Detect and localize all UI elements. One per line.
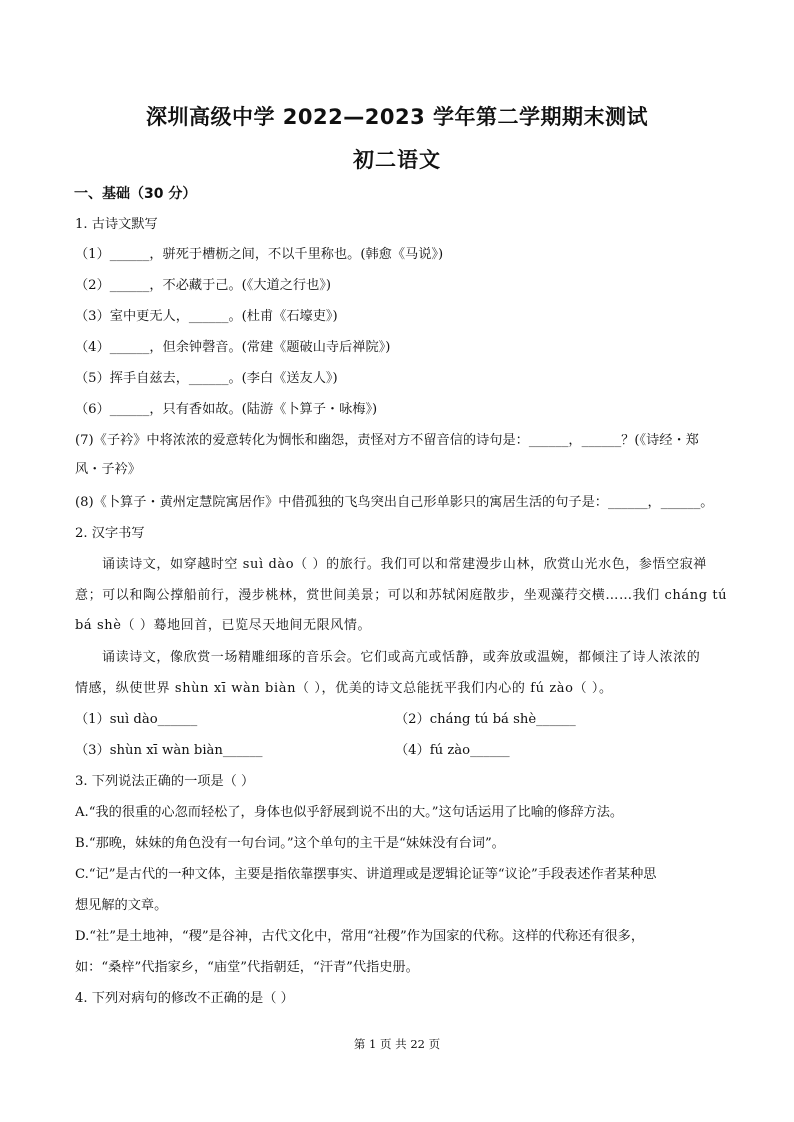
passage-line: 诵读诗文，像欣赏一场精雕细琢的音乐会。它们或高亢或恬静，或奔放或温婉，都倾注了诗人浓浓的 xyxy=(102,650,701,665)
answer-blank: （3）shùn xī wàn biàn______ xyxy=(75,743,263,758)
option-a: A.“我的很重的心忽而轻松了，身体也似乎舒展到说不出的大。”这句话运用了比喻的修辞方法。 xyxy=(75,805,624,820)
passage-line: 意；可以和陶公撑船前行，漫步桃林，赏世间美景；可以和苏轼闲庭散步，坐观藻荇交横……我们 cháng tú xyxy=(75,588,728,603)
passage-line: bá shè（ ）蓦地回首，已览尽天地间无限风情。 xyxy=(75,618,372,633)
question-3-heading: 3. 下列说法正确的一项是（ ） xyxy=(75,774,255,789)
option-c: C.“记”是古代的一种文体，主要是指依靠摆事实、讲道理或是逻辑论证等“议论”手段表述作者某种思 xyxy=(75,867,657,882)
document-subtitle: 初二语文 xyxy=(353,148,441,172)
answer-blank: （1）suì dào______ xyxy=(75,712,198,727)
option-d-continued: 如：“桑梓”代指家乡，“庙堂”代指朝廷，“汗青”代指史册。 xyxy=(75,960,419,975)
question-1-item: (8)《卜算子・黄州定慧院寓居作》中借孤独的飞鸟突出自己形单影只的寓居生活的句子是：______，______。 xyxy=(75,495,714,510)
question-1-item: （6）______，只有香如故。(陆游《卜算子・咏梅》) xyxy=(75,402,378,417)
question-1-item: （2）______，不必藏于己。(《大道之行也》) xyxy=(75,278,332,293)
option-c-continued: 想见解的文章。 xyxy=(75,898,168,913)
section-heading: 一、基础（30 分） xyxy=(74,186,197,202)
question-1-item: （1）______，骈死于槽枥之间，不以千里称也。(韩愈《马说》) xyxy=(75,247,444,262)
question-1-item: （5）挥手自兹去，______。(李白《送友人》) xyxy=(75,371,338,386)
question-2-heading: 2. 汉字书写 xyxy=(75,526,145,541)
question-1-item: 风・子衿》 xyxy=(75,462,141,477)
document-title: 深圳高级中学 2022—2023 学年第二学期期末测试 xyxy=(145,105,648,129)
option-d: D.“社”是土地神，“稷”是谷神，古代文化中，常用“社稷”作为国家的代称。这样的代称还有很多， xyxy=(75,929,645,944)
passage-line: 情感，纵使世界 shùn xī wàn biàn（ ），优美的诗文总能抚平我们内心的 fú zào（ ）。 xyxy=(75,681,613,696)
page-number: 第 1 页 共 22 页 xyxy=(353,1037,441,1051)
question-1-item: （3）室中更无人，______。(杜甫《石壕吏》) xyxy=(75,309,338,324)
question-1-item: （4）______，但余钟磬音。(常建《题破山寺后禅院》) xyxy=(75,340,391,355)
option-b: B.“那晚，妹妹的角色没有一句台词。”这个单句的主干是“妹妹没有台词”。 xyxy=(75,836,505,851)
question-4-heading: 4. 下列对病句的修改不正确的是（ ） xyxy=(75,991,294,1006)
question-1-heading: 1. 古诗文默写 xyxy=(75,217,158,232)
answer-blank: （4）fú zào______ xyxy=(395,743,510,758)
passage-line: 诵读诗文，如穿越时空 suì dào（ ）的旅行。我们可以和常建漫步山林，欣赏山光水色，参悟空寂禅 xyxy=(102,557,707,572)
answer-blank: （2）cháng tú bá shè______ xyxy=(395,712,576,727)
question-1-item: (7)《子衿》中将浓浓的爱意转化为惆怅和幽怨，责怪对方不留音信的诗句是：______，______？(《诗经・郑 xyxy=(75,433,699,448)
